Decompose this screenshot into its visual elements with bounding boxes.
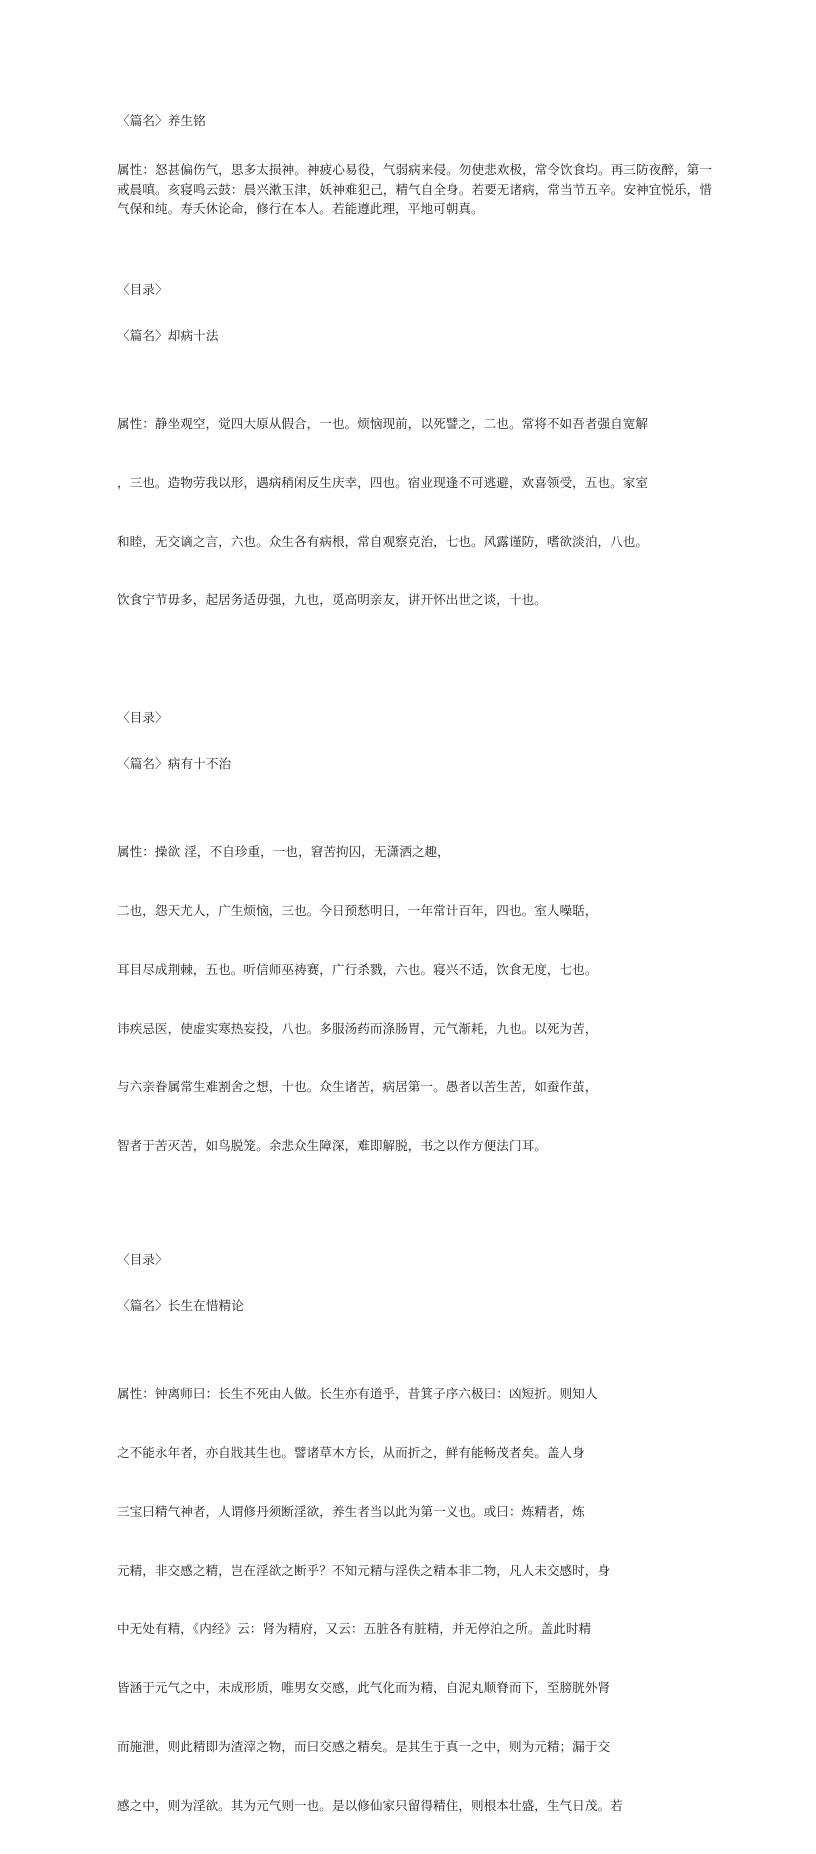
section-changshengzaixijinglun bbox=[117, 1251, 712, 1854]
toc-label-changshengzaixijinglun: 〈目录〉 bbox=[117, 1251, 168, 1267]
section-yangshengming bbox=[117, 112, 712, 219]
body-line: 讳疾忌医，使虚实寒热妄投，八也。多服汤药而涤肠胃，元气渐耗，九也。以死为苦， bbox=[117, 1020, 598, 1036]
section-spacer-2 bbox=[117, 649, 712, 709]
body-line: 耳目尽成荆棘，五也。听信师巫祷赛，广行杀戮，六也。寝兴不适，饮食无度，七也。 bbox=[117, 961, 598, 977]
body-line: 三宝曰精气神者，人谓修丹须断淫欲，养生者当以此为第一义也。或曰：炼精者，炼 bbox=[117, 1503, 585, 1519]
section-body-bingyoushibuzhi bbox=[117, 803, 712, 1195]
body-line: ，三也。造物劳我以形，遇病稍闲反生庆幸，四也。宿业现逢不可逃避，欢喜领受，五也。家室 bbox=[117, 474, 649, 490]
section-body-quebingshifa bbox=[117, 375, 712, 649]
section-body-changshengzaixijinglun bbox=[117, 1345, 712, 1854]
body-line: 感之中，则为淫欲。其为元气则一也。是以修仙家只留得精住，则根本壮盛，生气日茂。若 bbox=[117, 1797, 623, 1813]
toc-label-bingyoushibuzhi: 〈目录〉 bbox=[117, 710, 168, 726]
body-line: 属性：钟离师曰：长生不死由人做。长生亦有道乎，昔箕子序六极曰：凶短折。则知人 bbox=[117, 1386, 598, 1402]
body-line: 元精，非交感之精，岂在淫欲之断乎？不知元精与淫佚之精本非二物，凡人未交感时，身 bbox=[117, 1562, 611, 1578]
body-line: 二也，怨天尤人，广生烦恼，三也。今日预愁明日，一年常计百年，四也。室人噪聒， bbox=[117, 903, 598, 919]
body-line: 中无处有精，《内经》云：肾为精府，又云：五脏各有脏精，并无停泊之所。盖此时精 bbox=[117, 1621, 592, 1637]
section-quebingshifa bbox=[117, 281, 712, 649]
body-line: 智者于苦灭苦，如鸟脱笼。余悲众生障深，难即解脱，书之以作方便法门耳。 bbox=[117, 1138, 547, 1154]
section-body-yangshengming: 属性：怒甚偏伤气，思多太损神。神疲心易役，气弱病来侵。勿使悲欢极，常令饮食均。再三防夜醉，第一戒晨嗔。亥寝鸣云鼓：晨兴漱玉津，妖神难犯己，精气自全身。若要无诸病，常当节五辛。安神宜悦乐，惜气保和纯。寿夭休论命，修行在本人。若能遵此理，平地可朝真。 bbox=[117, 162, 712, 217]
section-spacer-1 bbox=[117, 219, 712, 281]
body-line: 和睦，无交谪之言，六也。众生各有病根，常自观察克治，七也。风露谨防，嗜欲淡泊，八也。 bbox=[117, 533, 649, 549]
section-title-changshengzaixijinglun: 〈篇名〉长生在惜精论 bbox=[117, 1297, 244, 1313]
toc-label-quebingshifa: 〈目录〉 bbox=[117, 281, 168, 297]
section-title-bingyoushibuzhi: 〈篇名〉病有十不治 bbox=[117, 756, 232, 772]
section-title-quebingshifa: 〈篇名〉却病十法 bbox=[117, 327, 219, 343]
body-line: 属性：静坐观空，觉四大原从假合，一也。烦恼现前，以死譬之，二也。常将不如吾者强自宽解 bbox=[117, 415, 649, 431]
section-title-yangshengming: 〈篇名〉养生铭 bbox=[117, 113, 206, 128]
body-line: 属性：操欲 淫，不自珍重，一也，窘苦拘囚，无潇洒之趣， bbox=[117, 844, 450, 860]
body-line: 饮食宁节毋多，起居务适毋强，九也，觅高明亲友，讲开怀出世之谈，十也。 bbox=[117, 592, 547, 608]
body-line: 之不能永年者，亦自戕其生也。譬诸草木方长，从而折之，鲜有能畅茂者矣。盖人身 bbox=[117, 1444, 585, 1460]
section-bingyoushibuzhi bbox=[117, 709, 712, 1195]
body-line: 皆涵于元气之中，未成形质，唯男女交感，此气化而为精，自泥丸顺脊而下，至膀胱外肾 bbox=[117, 1680, 611, 1696]
body-line: 与六亲眷属常生难割舍之想，十也。众生诸苦，病居第一。愚者以苦生苦，如蚕作茧， bbox=[117, 1079, 598, 1095]
section-spacer-3 bbox=[117, 1195, 712, 1251]
body-line: 而施泄，则此精即为渣滓之物，而曰交感之精矣。是其生于真一之中，则为元精；漏于交 bbox=[117, 1738, 611, 1754]
document-body bbox=[117, 112, 712, 1854]
